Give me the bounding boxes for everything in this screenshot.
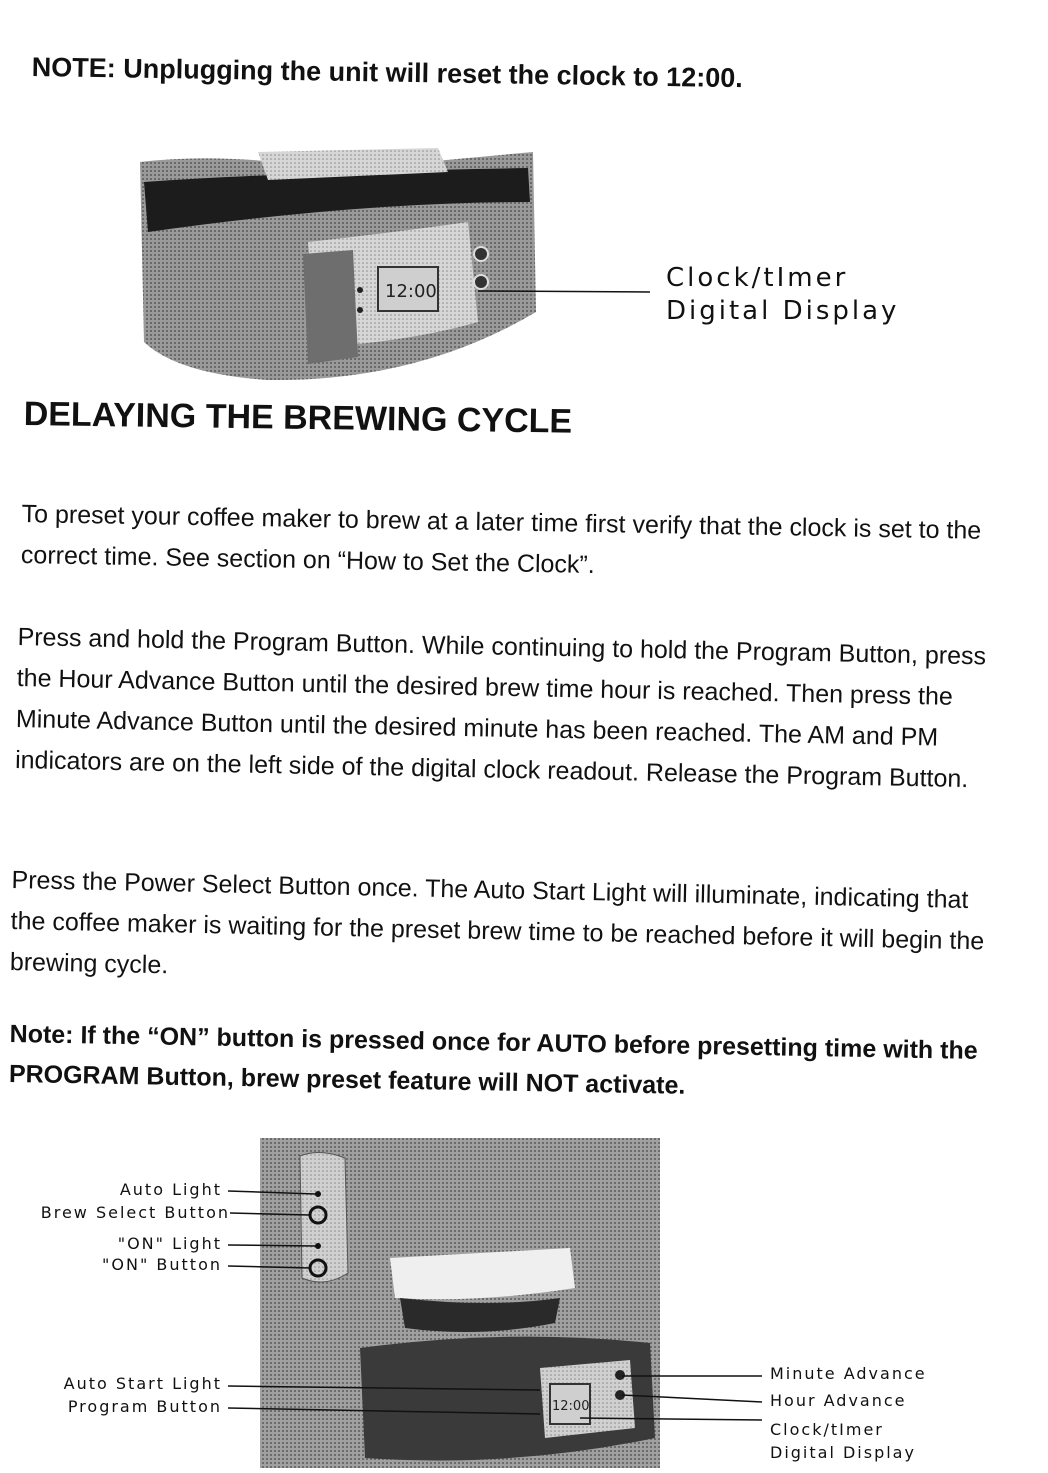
- label-clock-timer: Clock/tImer: [770, 1420, 884, 1439]
- note-unplugging: NOTE: Unplugging the unit will reset the clock to 12:00.: [31, 52, 743, 94]
- label-minute-advance: Minute Advance: [770, 1364, 927, 1383]
- label-brew-select-button: Brew Select Button: [40, 1203, 230, 1222]
- label-on-light: "ON" Light: [117, 1234, 222, 1253]
- label-auto-start-light: Auto Start Light: [63, 1374, 222, 1393]
- clock-timer-callout: Clock/tImer Digital Display: [666, 263, 900, 326]
- section-heading: DELAYING THE BREWING CYCLE: [23, 395, 573, 441]
- paragraph-3: Press the Power Select Button once. The Auto Start Light will illuminate, indicating that the coffee maker is waiting for the preset brew time to be reached before it will begin the brewing cycle.: [9, 865, 985, 980]
- display-readout-2: 12:00: [552, 1399, 590, 1414]
- paragraph-1: To preset your coffee maker to brew at a later time first verify that the clock is set to the correct time. See section on “How to Set the Clock”.: [20, 499, 982, 580]
- label-program-button: Program Button: [67, 1397, 222, 1416]
- display-readout-1: 12:00: [385, 281, 437, 302]
- note-auto-warning: Note: If the “ON” button is pressed once for AUTO before presetting time with the PROGRAM Button, brew preset feature will NOT activate.: [8, 1019, 978, 1100]
- paragraph-2: Press and hold the Program Button. While continuing to hold the Program Button, press the Hour Advance Button until the desired brew time hour is reached. Then press the Minute Advance Button until the desired minute has been reached. The AM and PM indicators are on the left side of the digital clock readout. Release the Program Button.: [14, 622, 987, 794]
- label-hour-advance: Hour Advance: [770, 1391, 907, 1410]
- label-auto-light: Auto Light: [119, 1180, 222, 1199]
- label-on-button: "ON" Button: [102, 1255, 222, 1274]
- label-digital-display: Digital Display: [770, 1443, 916, 1462]
